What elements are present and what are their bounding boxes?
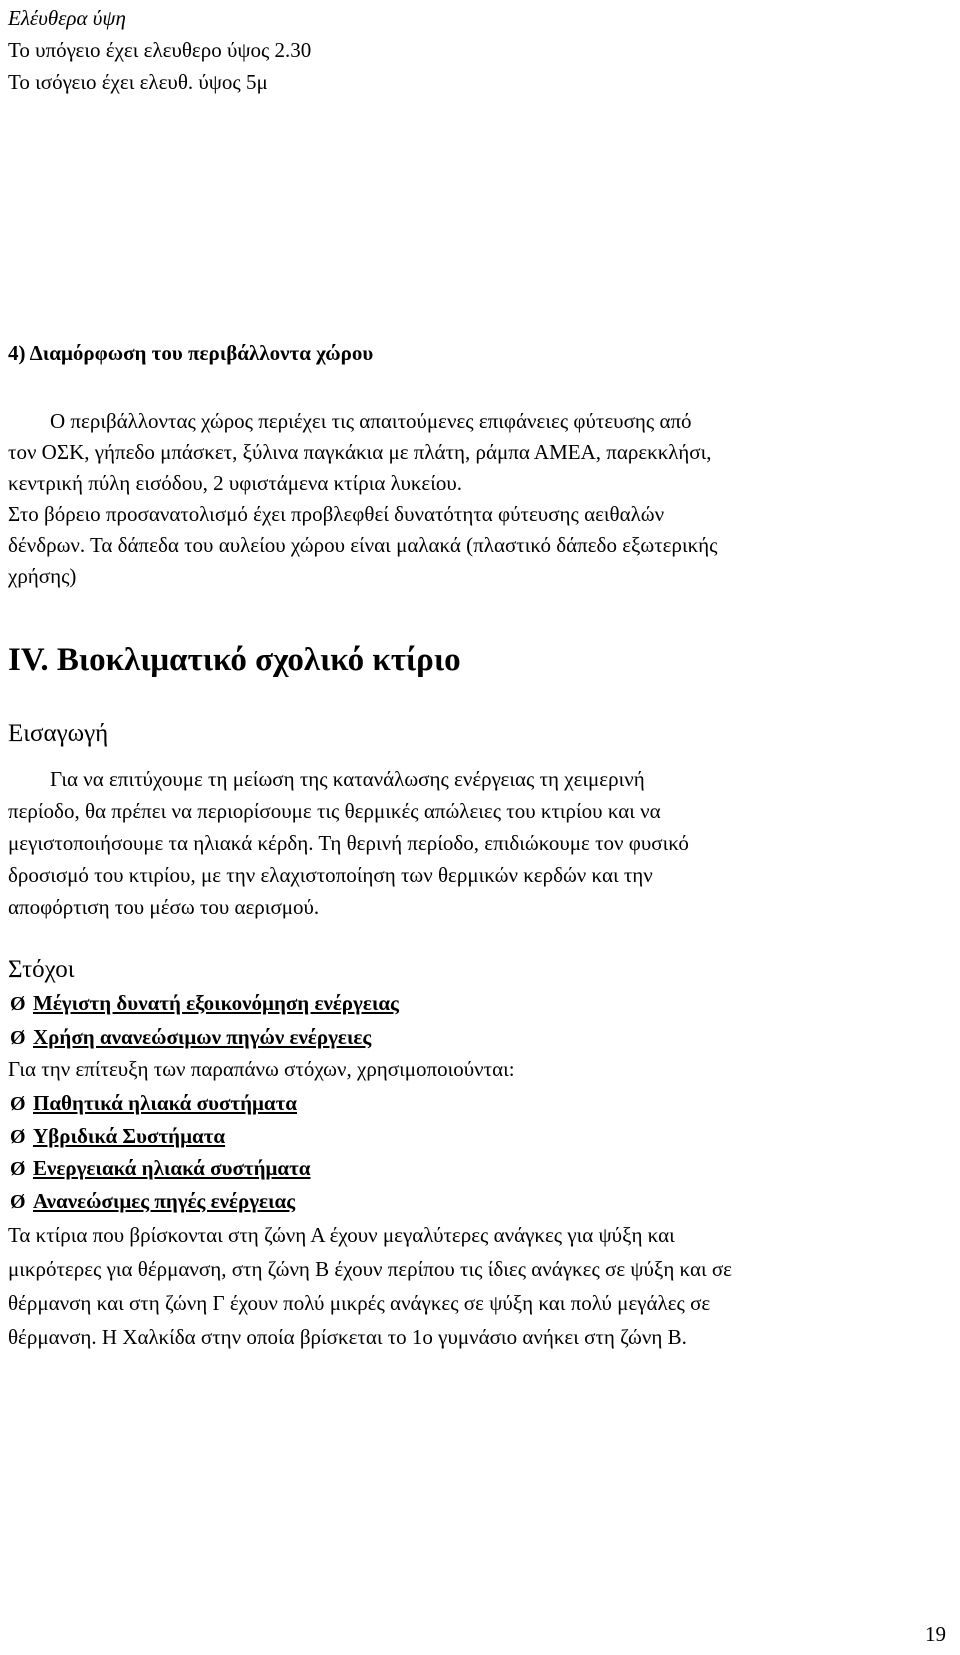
method-text: Ανανεώσιμες πηγές ενέργειας — [33, 1189, 296, 1213]
paragraph-line: μικρότερες για θέρμανση, στη ζώνη Β έχουν περίπου τις ίδιες ανάγκες σε ψύξη και σε — [8, 1257, 732, 1281]
method-text: Υβριδικά Συστήματα — [33, 1124, 226, 1148]
section-iv-heading: IV. Βιοκλιματικό σχολικό κτίριο — [8, 642, 461, 678]
introduction-heading: Εισαγωγή — [8, 720, 109, 747]
climate-zones-paragraph — [8, 1218, 732, 1354]
arrow-bullet-icon: Ø — [10, 1126, 26, 1148]
paragraph-line: περίοδο, θα πρέπει να περιορίσουμε τις θερμικές απώλειες του κτιρίου και να — [8, 799, 661, 823]
method-text: Ενεργειακά ηλιακά συστήματα — [33, 1156, 311, 1180]
method-list-item — [8, 1186, 295, 1217]
goal-list-item — [8, 988, 399, 1019]
paragraph-line: αποφόρτιση του μέσω του αερισμού. — [8, 895, 320, 919]
paragraph-line: Ο περιβάλλοντας χώρος περιέχει τις απαιτούμενες επιφάνειες φύτευσης από — [8, 409, 692, 433]
paragraph-line: Για να επιτύχουμε τη μείωση της κατανάλωσης ενέργειας τη χειμερινή — [8, 767, 645, 791]
paragraph-line: θέρμανση. Η Χαλκίδα στην οποία βρίσκεται το 1ο γυμνάσιο ανήκει στη ζώνη Β. — [8, 1325, 687, 1349]
paragraph-line: Στο βόρειο προσανατολισμό έχει προβλεφθεί δυνατότητα φύτευσης αειθαλών — [8, 502, 665, 526]
paragraph-line: δροσισμό του κτιρίου, με την ελαχιστοποίηση των θερμικών κερδών και την — [8, 863, 653, 887]
goal-text: Μέγιστη δυνατή εξοικονόμηση ενέργειας — [33, 991, 399, 1015]
paragraph-line: θέρμανση και στη ζώνη Γ έχουν πολύ μικρές ανάγκες σε ψύξη και πολύ μεγάλες σε — [8, 1291, 711, 1315]
page-number: 19 — [925, 1622, 946, 1646]
method-list-item — [8, 1121, 225, 1152]
method-list-item — [8, 1088, 297, 1119]
goals-heading: Στόχοι — [8, 956, 75, 983]
arrow-bullet-icon: Ø — [10, 1027, 26, 1049]
free-height-title: Ελέυθερα ύψη — [8, 6, 126, 30]
method-text: Παθητικά ηλιακά συστήματα — [33, 1091, 298, 1115]
paragraph-line: χρήσης) — [8, 564, 77, 588]
arrow-bullet-icon: Ø — [10, 993, 26, 1015]
paragraph-line: τον ΟΣΚ, γήπεδο μπάσκετ, ξύλινα παγκάκια με πλάτη, ράμπα ΑΜΕΑ, παρεκκλήσι, — [8, 440, 712, 464]
basement-height-line: Το υπόγειο έχει ελευθερο ύψος 2.30 — [8, 38, 312, 62]
paragraph-line: κεντρική πύλη εισόδου, 2 υφιστάμενα κτίρια λυκείου. — [8, 471, 463, 495]
ground-floor-height-line: Το ισόγειο έχει ελευθ. ύψος 5μ — [8, 70, 268, 94]
arrow-bullet-icon: Ø — [10, 1191, 26, 1213]
arrow-bullet-icon: Ø — [10, 1158, 26, 1180]
paragraph-line: μεγιστοποιήσουμε τα ηλιακά κέρδη. Τη θερινή περίοδο, επιδιώκουμε τον φυσικό — [8, 831, 689, 855]
methods-intro-text: Για την επίτευξη των παραπάνω στόχων, χρησιμοποιούνται: — [8, 1057, 515, 1081]
paragraph-line: Τα κτίρια που βρίσκονται στη ζώνη Α έχουν μεγαλύτερες ανάγκες για ψύξη και — [8, 1223, 675, 1247]
goal-list-item — [8, 1022, 371, 1053]
arrow-bullet-icon: Ø — [10, 1093, 26, 1115]
introduction-paragraph — [8, 763, 689, 923]
method-list-item — [8, 1153, 311, 1184]
goal-text: Χρήση ανανεώσιμων πηγών ενέργειες — [33, 1025, 372, 1049]
paragraph-line: δένδρων. Τα δάπεδα του αυλείου χώρου είναι μαλακά (πλαστικό δάπεδο εξωτερικής — [8, 533, 718, 557]
section-4-paragraph — [8, 406, 717, 592]
section-4-heading: 4) Διαμόρφωση του περιβάλλοντα χώρου — [8, 341, 374, 365]
free-height-section — [8, 2, 311, 98]
